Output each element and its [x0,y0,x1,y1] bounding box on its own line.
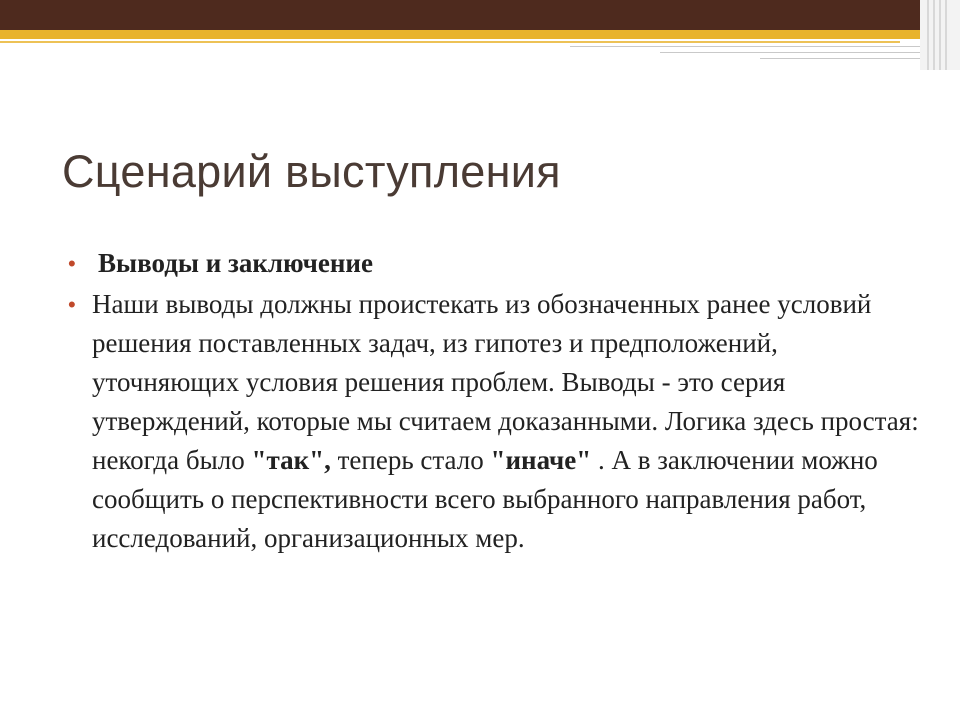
bold-word-tak: "так", [251,445,331,475]
header-band [0,0,960,30]
bullet-heading: Выводы и заключение [98,248,373,278]
paragraph-text: Наши выводы должны проистекать из обозначенных ранее условий решения поставленных задач, из гипотез и предположений, уточняющих условия решения проблем. Выводы - это серия утверждений, которые мы считаем доказанными. Логика здесь простая: некогда было [92,289,919,475]
bullet-icon: • [68,251,76,276]
slide-body [68,244,928,560]
corner-decoration-icon [920,0,960,70]
decor-line [660,52,930,53]
bullet-icon: • [68,292,76,317]
paragraph-text: . А в заключении можно сообщить о перспективности всего выбранного направления работ, исследований, организационных мер. [92,445,878,553]
decor-line [570,46,930,47]
decor-line [760,58,930,59]
bold-word-inache: "иначе" [490,445,592,475]
gold-accent-line [0,30,930,39]
paragraph-text: теперь стало [330,445,491,475]
gold-thin-line [0,41,900,43]
bullet-item [68,285,928,558]
slide-title: Сценарий выступления [62,146,561,197]
bullet-item [68,244,928,283]
